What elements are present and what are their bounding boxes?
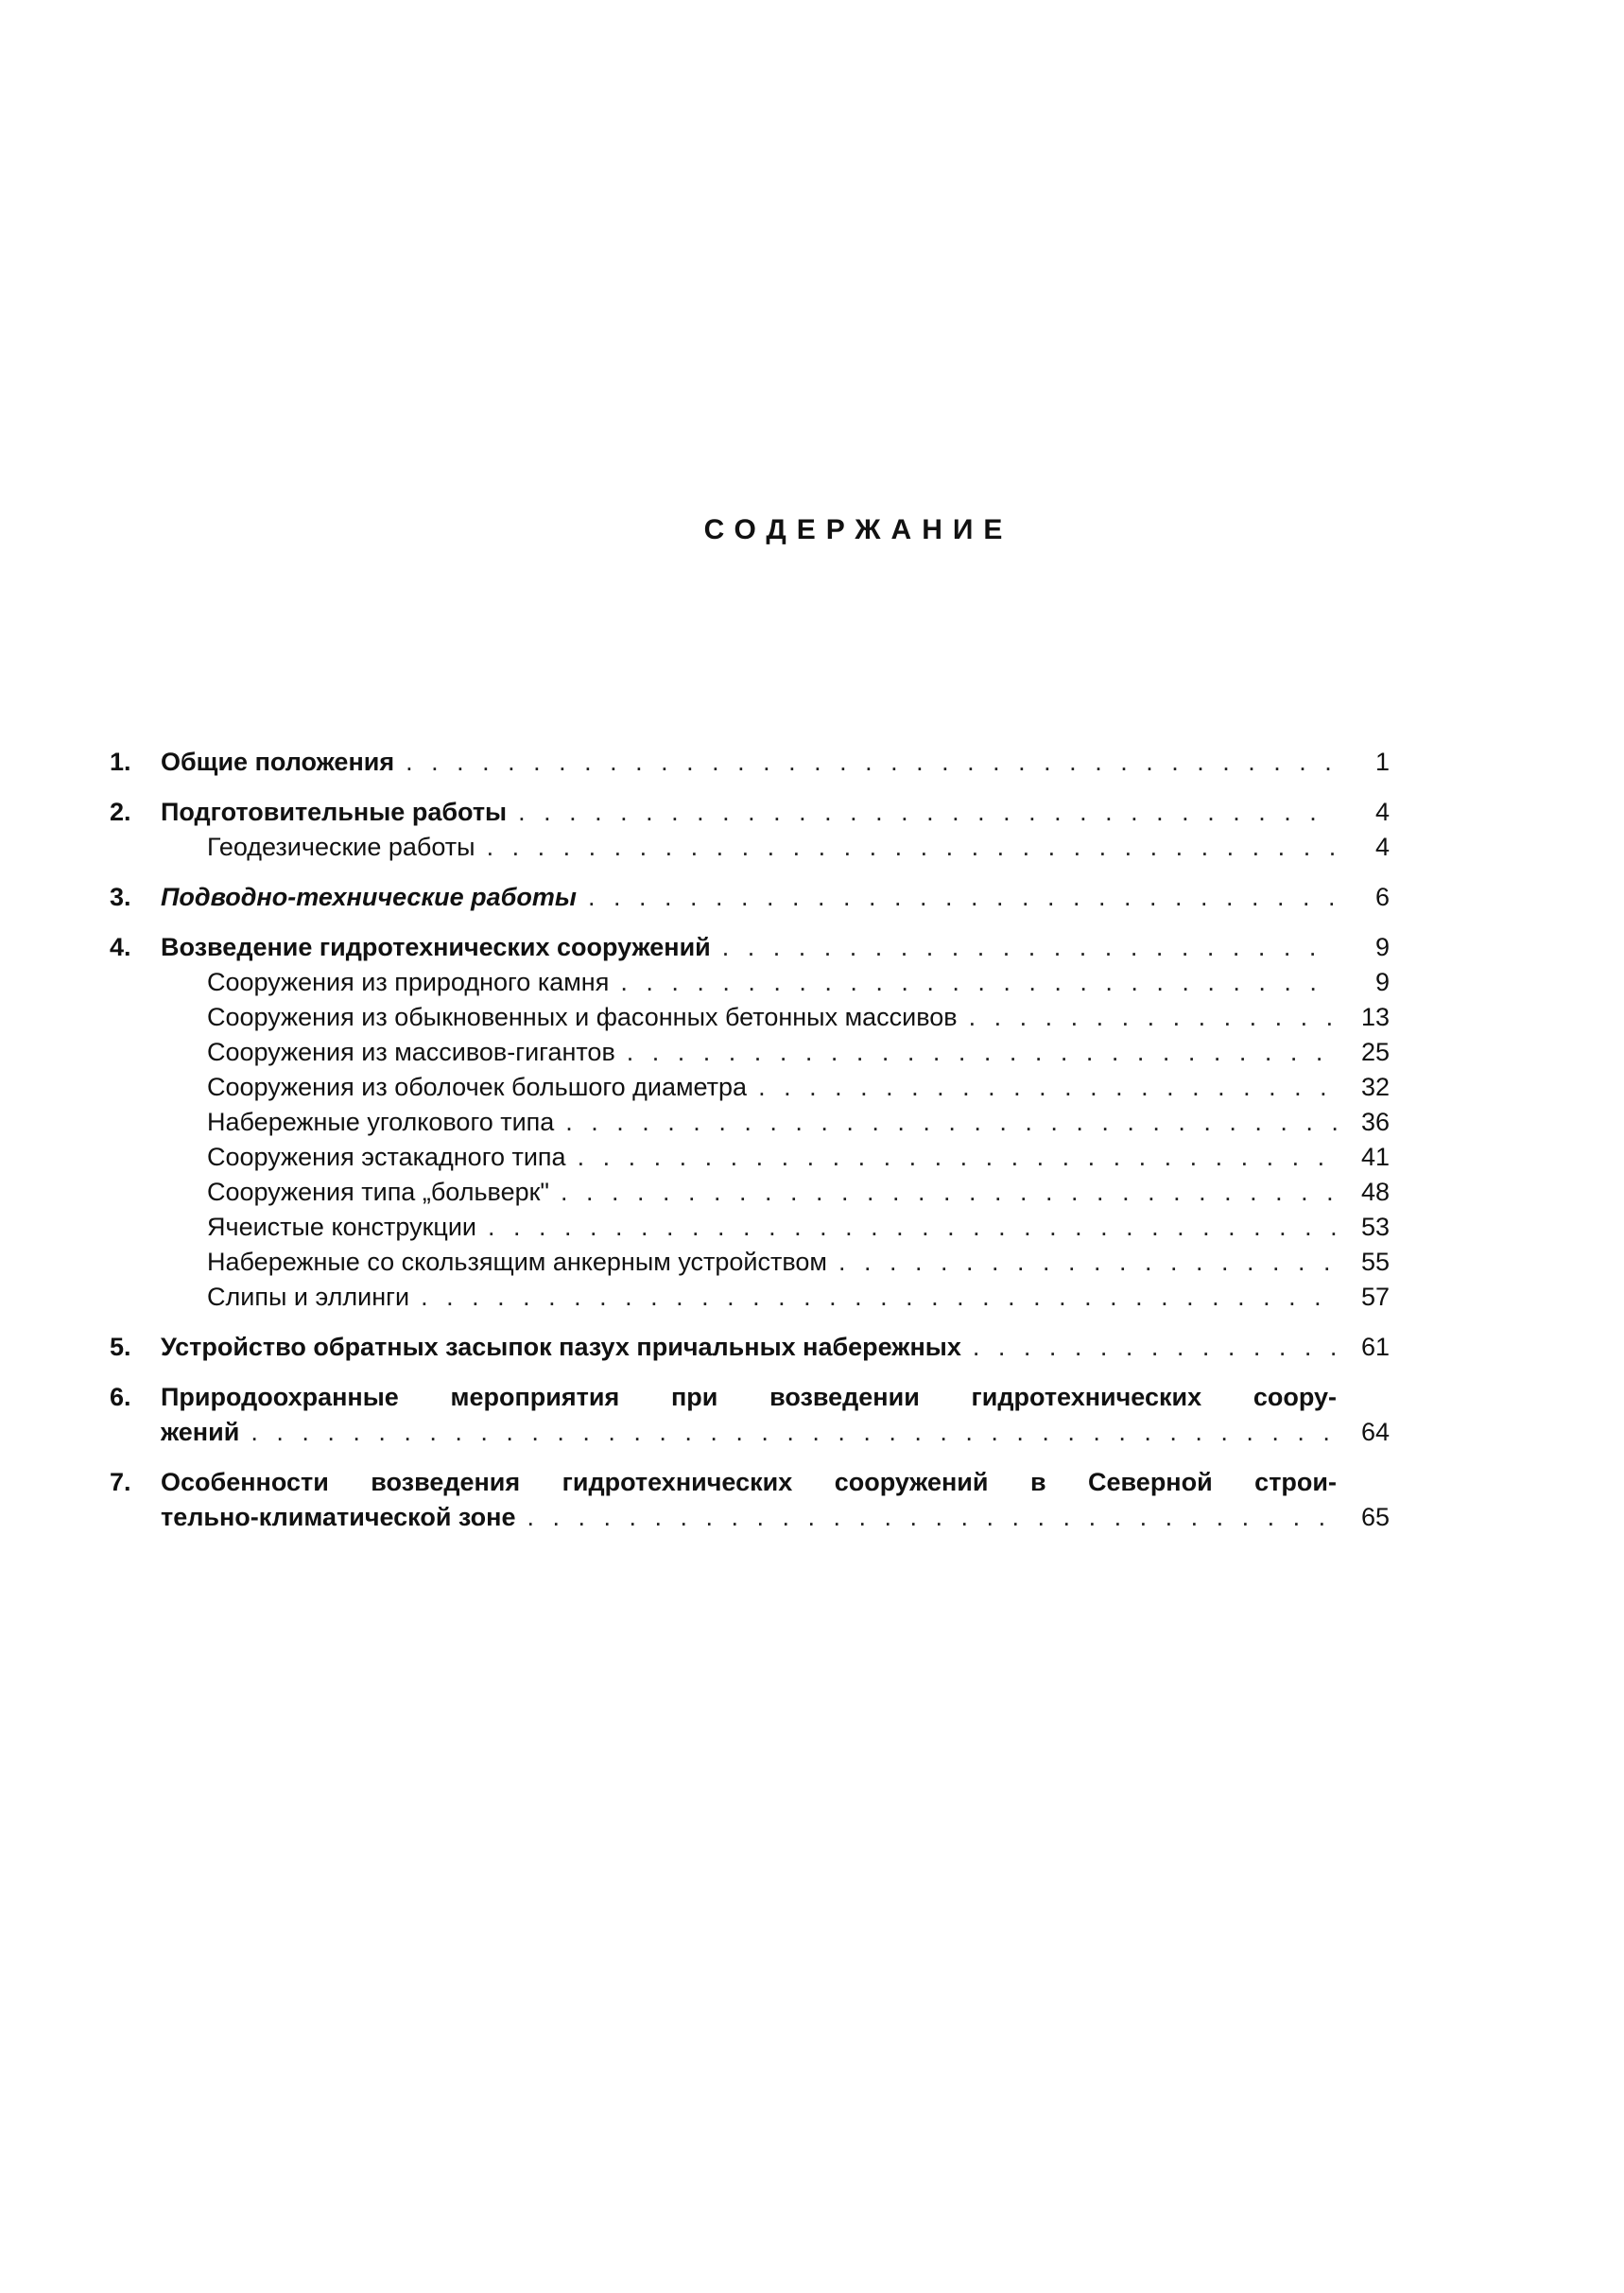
toc-subentry[interactable] [110, 1035, 1390, 1070]
toc-subentry[interactable] [110, 1280, 1390, 1315]
toc-subentry-label: Набережные уголкового типа [207, 1108, 555, 1136]
toc-entry-number: 4. [110, 933, 131, 961]
toc-entry-label: Природоохранные мероприятия при возведении гидротехнических соору- [161, 1383, 1337, 1411]
toc-entry-label: Подводно-технические работы [161, 883, 577, 911]
dot-leader [487, 830, 1337, 865]
toc-subentry[interactable] [110, 1000, 1390, 1035]
dot-leader [565, 1105, 1337, 1140]
toc-subentry-page: 57 [1360, 1283, 1390, 1311]
toc-subentry-label: Геодезические работы [207, 833, 475, 861]
toc-entry-number: 3. [110, 883, 131, 911]
toc-entry-number: 7. [110, 1468, 131, 1496]
toc-subentry-label: Сооружения из оболочек большого диаметра [207, 1073, 748, 1101]
toc-entry-number: 1. [110, 748, 131, 776]
toc-subentry-page: 32 [1360, 1073, 1390, 1101]
toc-subentry[interactable] [110, 830, 1390, 865]
toc-entry[interactable] [110, 745, 1390, 780]
dot-leader [578, 1140, 1337, 1175]
toc-subentry-label: Сооружения из природного камня [207, 968, 610, 996]
toc-subentry-label: Сооружения типа „больверк" [207, 1178, 549, 1206]
toc-section-5 [110, 1330, 1390, 1365]
toc-entry[interactable] [110, 1415, 1390, 1450]
toc-subentry[interactable] [110, 965, 1390, 1000]
toc-entry[interactable] [110, 795, 1390, 830]
dot-leader [620, 965, 1337, 1000]
toc-entry-label: Особенности возведения гидротехнических сооружений в Северной строи- [161, 1468, 1337, 1496]
dot-leader [758, 1070, 1337, 1105]
toc-entry-page: 9 [1374, 933, 1390, 961]
toc-subentry[interactable] [110, 1140, 1390, 1175]
toc-section-2 [110, 795, 1390, 865]
toc-subentry[interactable] [110, 1175, 1390, 1210]
toc-entry-label-continued: тельно-климатической зоне [161, 1503, 516, 1531]
table-of-contents [110, 745, 1390, 1550]
toc-entry[interactable] [110, 930, 1390, 965]
dot-leader [969, 1000, 1337, 1035]
toc-subentry-label: Ячеистые конструкции [207, 1213, 477, 1241]
toc-subentry-page: 36 [1360, 1108, 1390, 1136]
toc-section-7 [110, 1465, 1390, 1535]
toc-subentry[interactable] [110, 1105, 1390, 1140]
toc-entry-label-continued: жений [161, 1418, 240, 1446]
dot-leader [518, 795, 1337, 830]
toc-entry-page: 61 [1360, 1333, 1390, 1361]
toc-entry-line[interactable] [110, 1465, 1390, 1500]
dot-leader [251, 1415, 1337, 1450]
dot-leader [973, 1330, 1337, 1365]
toc-section-3 [110, 880, 1390, 915]
page-title: СОДЕРЖАНИЕ [703, 514, 1013, 545]
toc-entry-line[interactable] [110, 1380, 1390, 1415]
toc-subentry-page: 53 [1360, 1213, 1390, 1241]
toc-entry-page: 64 [1360, 1418, 1390, 1446]
toc-subentry[interactable] [110, 1245, 1390, 1280]
toc-subentry-label: Набережные со скользящим анкерным устройством [207, 1248, 827, 1276]
toc-entry-number: 6. [110, 1383, 131, 1411]
toc-subentry-label: Сооружения из массивов-гигантов [207, 1038, 615, 1066]
dot-leader [406, 745, 1337, 780]
toc-entry-page: 4 [1374, 798, 1390, 826]
toc-entry-number: 5. [110, 1333, 131, 1361]
toc-subentry-label: Сооружения эстакадного типа [207, 1143, 566, 1171]
toc-subentry-label: Слипы и эллинги [207, 1283, 410, 1311]
dot-leader [527, 1500, 1338, 1535]
toc-section-6 [110, 1380, 1390, 1450]
dot-leader [488, 1210, 1337, 1245]
toc-subentry[interactable] [110, 1070, 1390, 1105]
toc-subentry-page: 48 [1360, 1178, 1390, 1206]
toc-section-1 [110, 745, 1390, 780]
toc-entry-page: 6 [1374, 883, 1390, 911]
dot-leader [588, 880, 1337, 915]
toc-subentry-page: 25 [1360, 1038, 1390, 1066]
toc-subentry-page: 41 [1360, 1143, 1390, 1171]
toc-subentry-page: 4 [1374, 833, 1390, 861]
toc-entry[interactable] [110, 880, 1390, 915]
dot-leader [838, 1245, 1337, 1280]
dot-leader [722, 930, 1337, 965]
dot-leader [627, 1035, 1337, 1070]
toc-entry-label: Возведение гидротехнических сооружений [161, 933, 711, 961]
toc-subentry-label: Сооружения из обыкновенных и фасонных бетонных массивов [207, 1003, 958, 1031]
toc-subentry-page: 13 [1360, 1003, 1390, 1031]
toc-subentry-page: 9 [1374, 968, 1390, 996]
toc-section-4 [110, 930, 1390, 1315]
toc-entry-label: Подготовительные работы [161, 798, 508, 826]
toc-entry-page: 1 [1374, 748, 1390, 776]
toc-entry-number: 2. [110, 798, 131, 826]
toc-entry[interactable] [110, 1500, 1390, 1535]
toc-entry-label: Устройство обратных засыпок пазух причальных набережных [161, 1333, 961, 1361]
dot-leader [561, 1175, 1337, 1210]
toc-subentry-page: 55 [1360, 1248, 1390, 1276]
toc-entry[interactable] [110, 1330, 1390, 1365]
toc-entry-page: 65 [1360, 1503, 1390, 1531]
dot-leader [421, 1280, 1337, 1315]
toc-entry-label: Общие положения [161, 748, 395, 776]
toc-subentry[interactable] [110, 1210, 1390, 1245]
